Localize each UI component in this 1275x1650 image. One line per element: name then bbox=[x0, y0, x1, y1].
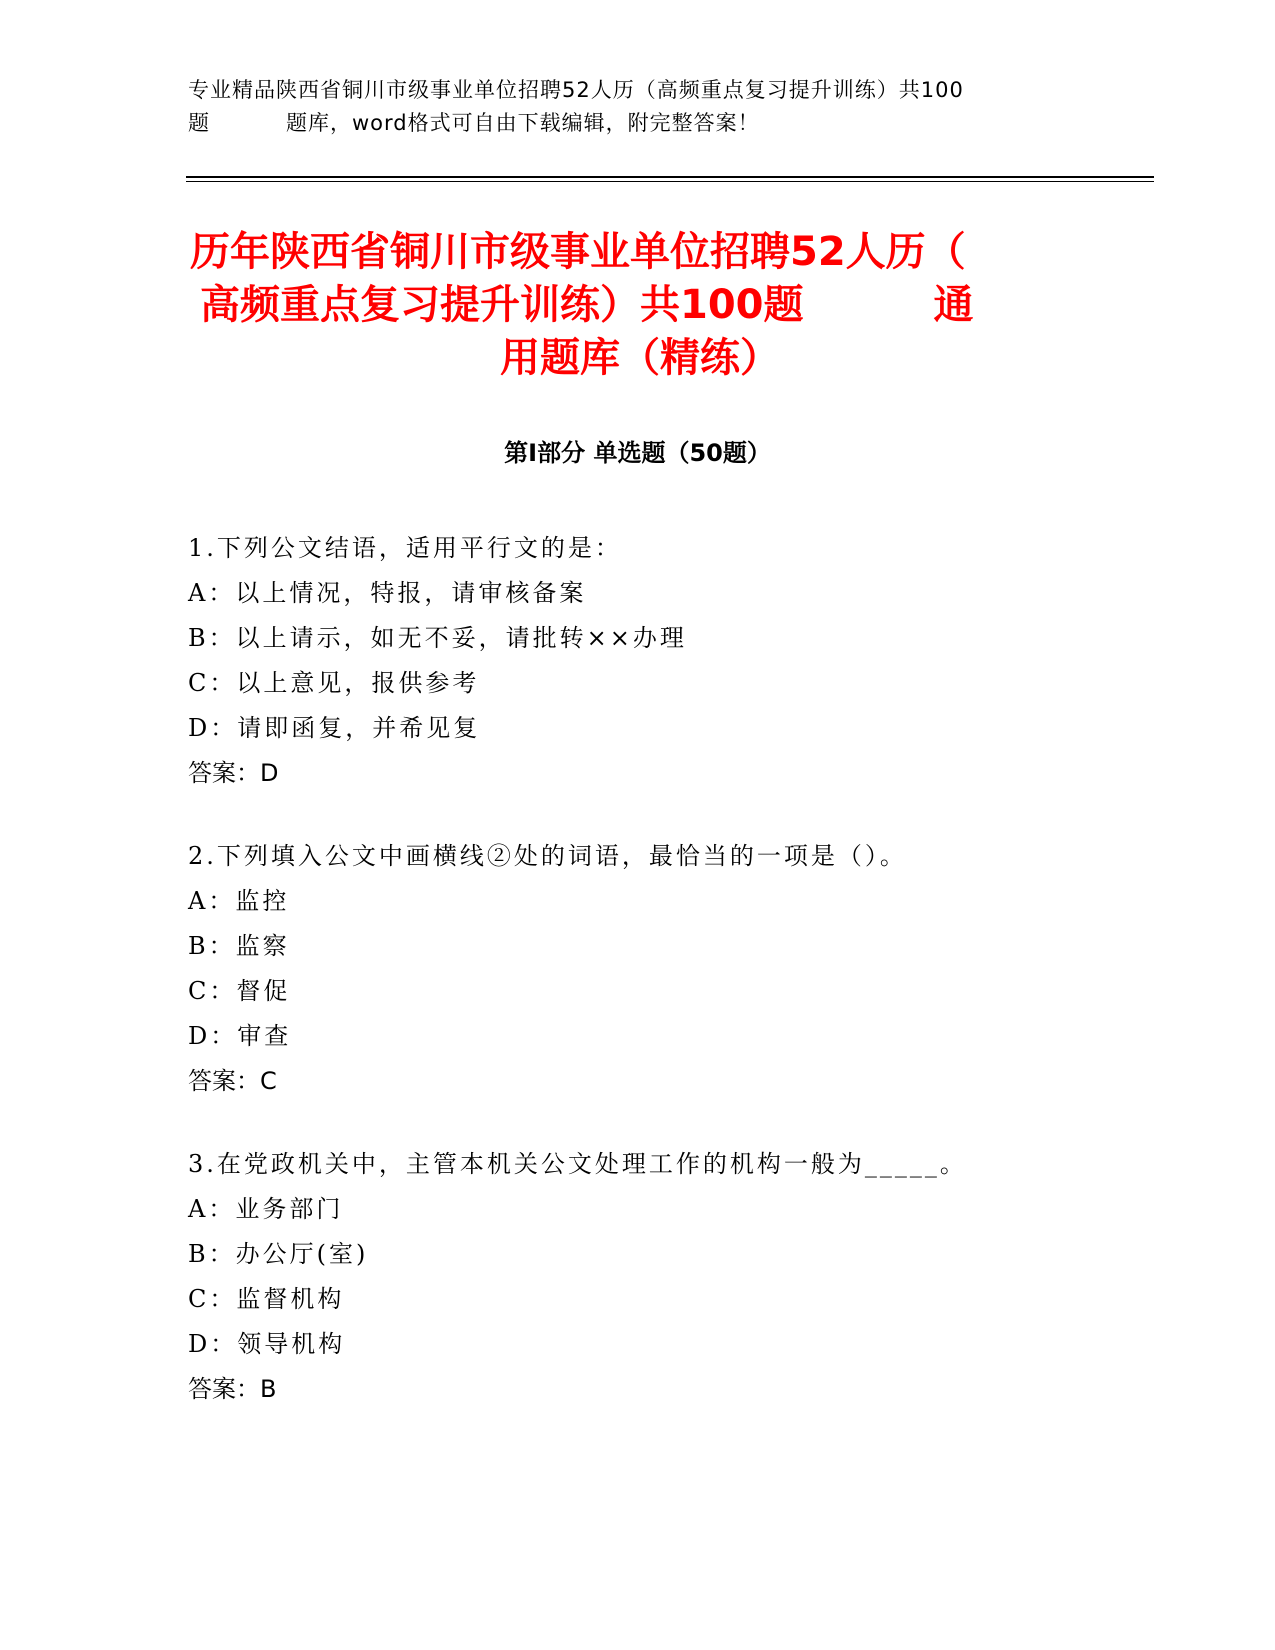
option-c: C：以上意见，报供参考 bbox=[188, 669, 480, 697]
header-note-line2-b: 题库，word格式可自由下载编辑，附完整答案！ bbox=[286, 111, 760, 135]
question-stem: 3.在党政机关中，主管本机关公文处理工作的机构一般为_____。 bbox=[188, 1150, 967, 1178]
option-a: A：以上情况，特报，请审核备案 bbox=[188, 579, 587, 607]
header-note-line1: 专业精品陕西省铜川市级事业单位招聘52人历（高频重点复习提升训练）共100 bbox=[188, 78, 964, 102]
title-line1: 历年陕西省铜川市级事业单位招聘52人历（ bbox=[190, 229, 966, 275]
option-a: A：业务部门 bbox=[188, 1195, 344, 1223]
answer: 答案：C bbox=[188, 1067, 277, 1095]
option-c: C：督促 bbox=[188, 977, 291, 1005]
answer: 答案：B bbox=[188, 1375, 277, 1403]
header-note bbox=[188, 74, 1088, 140]
header-rule-thin bbox=[186, 181, 1154, 182]
header-note-line2-a: 题 bbox=[188, 111, 210, 135]
document-title bbox=[180, 226, 1100, 385]
option-b: B：办公厅(室) bbox=[188, 1240, 369, 1268]
option-c: C：监督机构 bbox=[188, 1285, 345, 1313]
question-stem: 2.下列填入公文中画横线②处的词语，最恰当的一项是（）。 bbox=[188, 842, 907, 870]
option-b: B：以上请示，如无不妥，请批转××办理 bbox=[188, 624, 687, 652]
option-d: D：领导机构 bbox=[188, 1330, 346, 1358]
title-line2 bbox=[180, 279, 1100, 332]
question-2 bbox=[188, 834, 1148, 1104]
section-title: 第Ⅰ部分 单选题（50题） bbox=[504, 439, 771, 467]
question-stem: 1.下列公文结语，适用平行文的是： bbox=[188, 534, 622, 562]
answer: 答案：D bbox=[188, 759, 279, 787]
option-d: D：审查 bbox=[188, 1022, 292, 1050]
title-line3: 用题库（精练） bbox=[500, 335, 780, 381]
question-3 bbox=[188, 1142, 1148, 1412]
option-a: A：监控 bbox=[188, 887, 290, 915]
option-d: D：请即函复，并希见复 bbox=[188, 714, 481, 742]
option-b: B：监察 bbox=[188, 932, 290, 960]
header-rule-thick bbox=[186, 176, 1154, 178]
title-line2-b: 通 bbox=[933, 282, 974, 328]
header-note-line2 bbox=[188, 107, 1088, 140]
title-line2-a: 高频重点复习提升训练）共100题 bbox=[200, 282, 804, 328]
question-1 bbox=[188, 526, 1148, 796]
